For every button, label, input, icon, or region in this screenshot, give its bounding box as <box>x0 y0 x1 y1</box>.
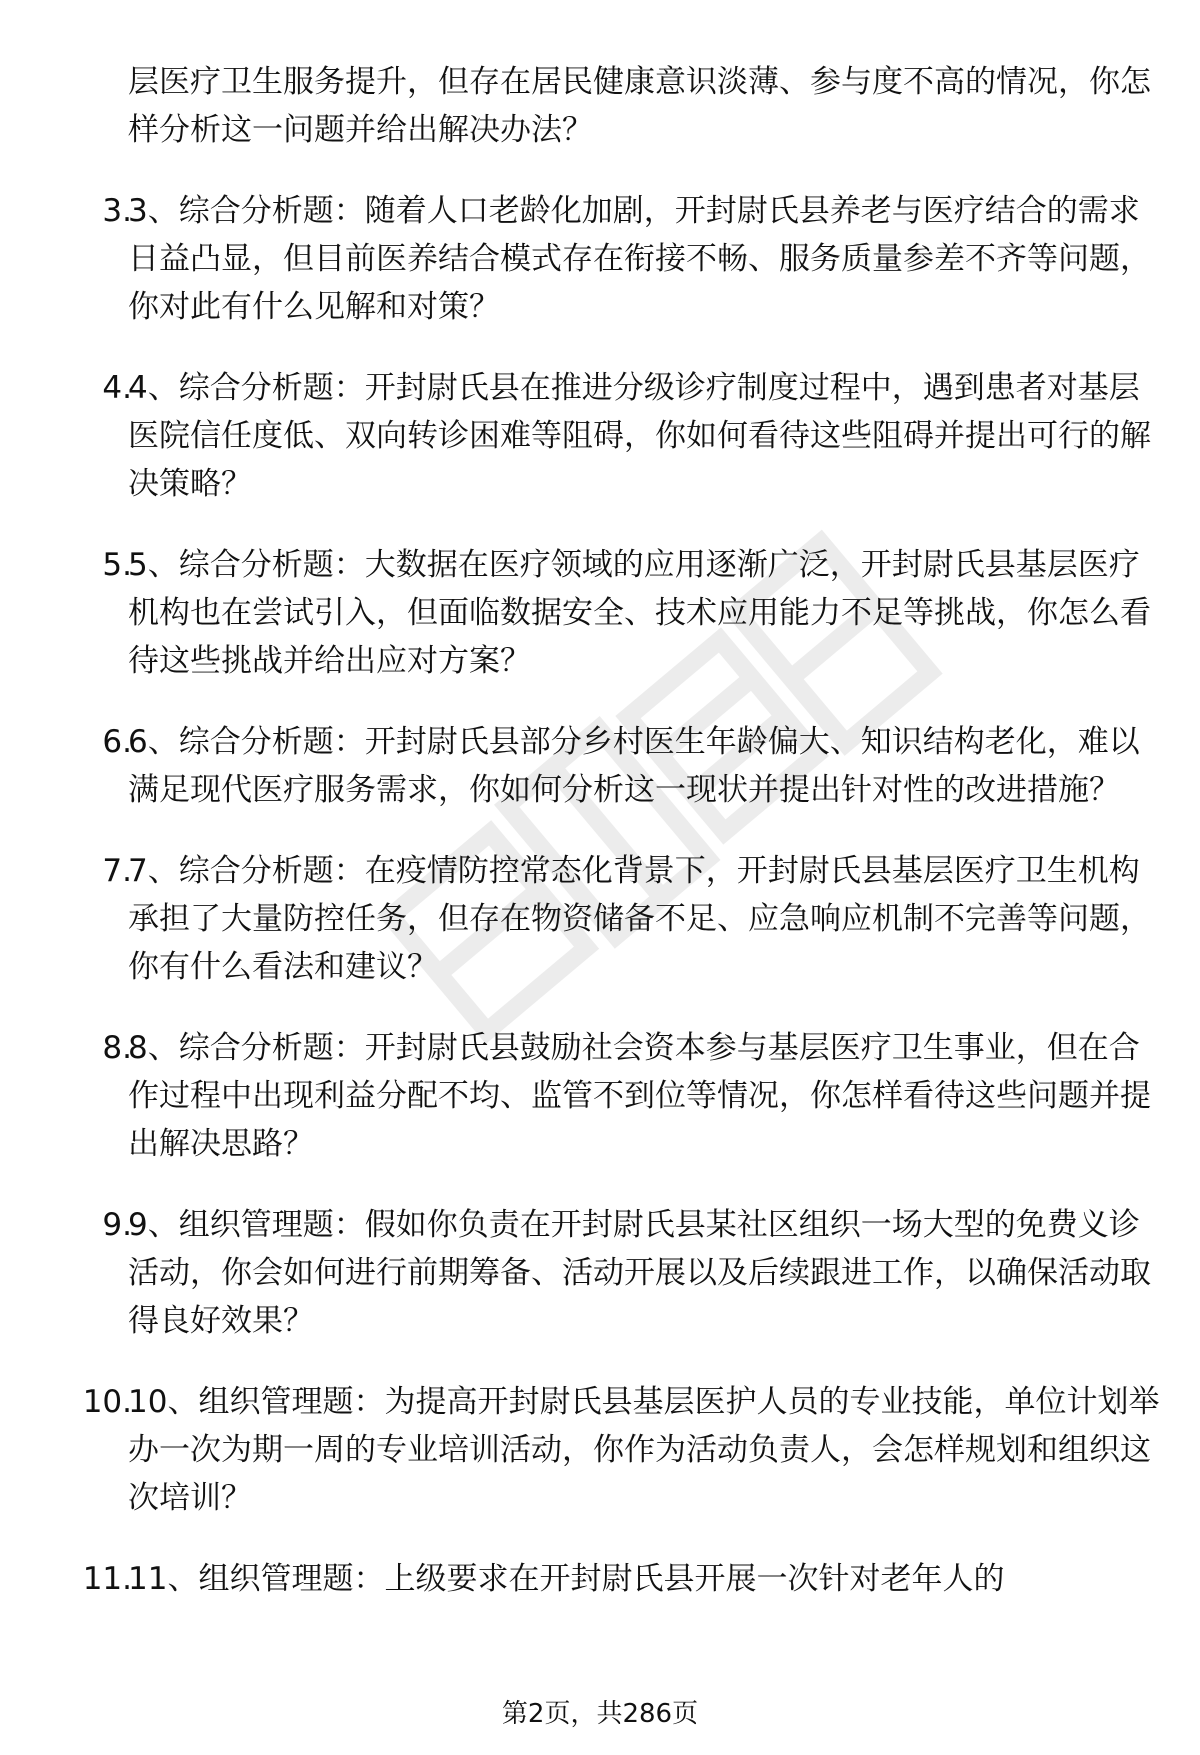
item-number: 5. <box>102 547 132 583</box>
question-list <box>0 58 1200 1636</box>
item-number: 7. <box>102 853 132 889</box>
item-text: 9、组织管理题：假如你负责在开封尉氏县某社区组织一场大型的免费义诊活动，你会如何进行前期筹备、活动开展以及后续跟进工作，以确保活动取得良好效果？ <box>128 1207 1151 1339</box>
item-number: 4. <box>102 370 132 406</box>
item-text: 8、综合分析题：开封尉氏县鼓励社会资本参与基层医疗卫生事业，但在合作过程中出现利益分配不均、监管不到位等情况，你怎样看待这些问题并提出解决思路？ <box>128 1030 1151 1162</box>
list-item <box>0 541 1200 685</box>
list-item <box>0 187 1200 331</box>
item-text: 10、组织管理题：为提高开封尉氏县基层医护人员的专业技能，单位计划举办一次为期一周的专业培训活动，你作为活动负责人，会怎样规划和组织这次培训？ <box>128 1384 1160 1516</box>
list-item <box>0 1201 1200 1345</box>
list-item <box>0 1555 1200 1603</box>
page-footer: 第2页，共286页 <box>501 1699 699 1729</box>
item-number: 3. <box>102 193 132 229</box>
list-item <box>0 1024 1200 1168</box>
item-number: 9. <box>102 1207 132 1243</box>
list-item <box>0 364 1200 508</box>
list-item <box>0 1378 1200 1522</box>
item-number: 8. <box>102 1030 132 1066</box>
item-text: 4、综合分析题：开封尉氏县在推进分级诊疗制度过程中，遇到患者对基层医院信任度低、双向转诊困难等阻碍，你如何看待这些阻碍并提出可行的解决策略？ <box>128 370 1151 502</box>
list-item <box>0 718 1200 814</box>
item-text: 7、综合分析题：在疫情防控常态化背景下，开封尉氏县基层医疗卫生机构承担了大量防控任务，但存在物资储备不足、应急响应机制不完善等问题，你有什么看法和建议？ <box>128 853 1151 985</box>
item-number: 10. <box>82 1384 132 1420</box>
list-item <box>0 847 1200 991</box>
item-text: 6、综合分析题：开封尉氏县部分乡村医生年龄偏大、知识结构老化，难以满足现代医疗服务需求，你如何分析这一现状并提出针对性的改进措施？ <box>128 724 1140 808</box>
list-item-continuation <box>0 58 1200 154</box>
item-number: 11. <box>82 1561 132 1597</box>
item-text: 5、综合分析题：大数据在医疗领域的应用逐渐广泛，开封尉氏县基层医疗机构也在尝试引入，但面临数据安全、技术应用能力不足等挑战，你怎么看待这些挑战并给出应对方案？ <box>128 547 1151 679</box>
item-number: 6. <box>102 724 132 760</box>
item-text: 11、组织管理题：上级要求在开封尉氏县开展一次针对老年人的 <box>128 1561 1005 1597</box>
continuation-text: 层医疗卫生服务提升，但存在居民健康意识淡薄、参与度不高的情况，你怎样分析这一问题并给出解决办法？ <box>128 64 1151 148</box>
item-text: 3、综合分析题：随着人口老龄化加剧，开封尉氏县养老与医疗结合的需求日益凸显，但目前医养结合模式存在衔接不畅、服务质量参差不齐等问题，你对此有什么见解和对策？ <box>128 193 1151 325</box>
